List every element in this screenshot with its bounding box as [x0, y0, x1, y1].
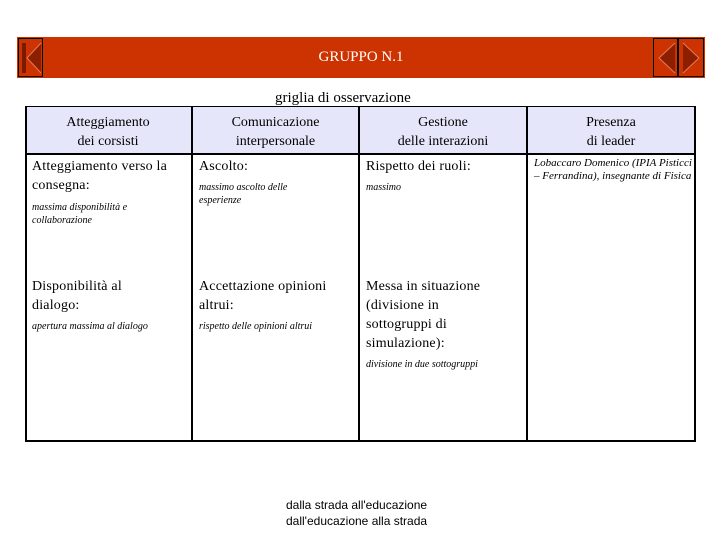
footer-line: dalla strada all'educazione — [286, 498, 428, 512]
next-slide-button[interactable] — [678, 38, 704, 77]
criterion-label: Rispetto dei ruoli: — [366, 159, 471, 174]
criterion-note: massima disponibilità e collaborazione — [32, 202, 128, 226]
header-divider — [25, 153, 696, 155]
leader-description: Lobaccaro Domenico (IPIA Pisticci – Ferrandina), insegnante di Fisica — [534, 157, 692, 182]
criterion-note: massimo ascolto delle esperienze — [199, 182, 288, 206]
criterion-note: rispetto delle opinioni altrui — [199, 321, 313, 332]
banner-title: GRUPPO N.1 — [318, 49, 404, 65]
triangle-right-icon — [679, 39, 704, 77]
previous-slide-button[interactable] — [653, 38, 678, 77]
observation-grid — [25, 107, 696, 442]
triangle-left-icon — [654, 39, 678, 77]
column-header-atteggiamento: Atteggiamento dei corsisti — [66, 115, 150, 149]
criterion-label: Ascolto: — [199, 159, 249, 174]
column-header-comunicazione: Comunicazione interpersonale — [231, 115, 320, 149]
criterion-label: Accettazione opinioni altrui: — [199, 279, 327, 313]
footer-motto — [286, 497, 427, 529]
criterion-label: Disponibilità al dialogo: — [32, 279, 122, 313]
grid-border-left — [25, 107, 27, 442]
column-divider — [358, 107, 360, 442]
column-header-leader: Presenza di leader — [586, 115, 636, 149]
grid-border-bottom — [25, 440, 696, 442]
title-banner — [17, 37, 705, 78]
column-header-gestione: Gestione delle interazioni — [397, 115, 489, 149]
criterion-note: divisione in due sottogruppi — [366, 359, 478, 370]
criterion-note: massimo — [366, 182, 402, 193]
criterion-label: Messa in situazione (divisione in sottogruppi di simulazione): — [366, 279, 481, 351]
column-divider — [526, 107, 528, 442]
criterion-note: apertura massima al dialogo — [32, 321, 148, 332]
footer-line: dall'educazione alla strada — [286, 514, 428, 528]
grid-border-right — [694, 107, 696, 442]
column-divider — [191, 107, 193, 442]
criterion-label: Atteggiamento verso la consegna: — [32, 159, 168, 193]
grid-subtitle: griglia di osservazione — [275, 90, 411, 106]
